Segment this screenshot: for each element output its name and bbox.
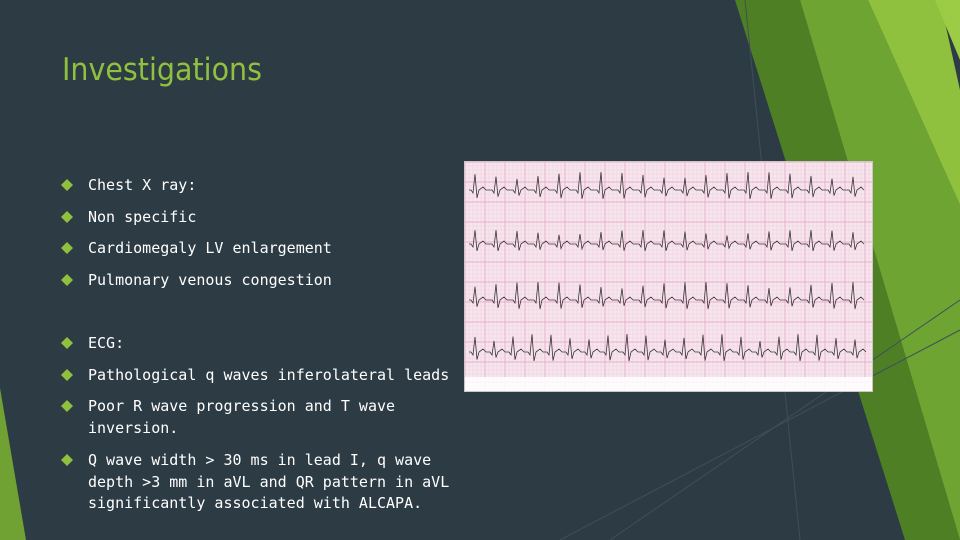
diamond-bullet-icon [61,337,73,349]
bullet-text: Chest X ray: [88,176,197,194]
bullet-text: Poor R wave progression and T wave inversion. [88,397,396,437]
bullet-text: ECG: [88,334,125,352]
diamond-bullet-icon [61,211,73,223]
bullet-item [62,333,462,355]
ecg-trace-graphic [465,162,872,391]
bullet-item [62,207,462,229]
bullet-item [62,396,462,439]
bullet-text: Q wave width > 30 ms in lead I, q wave depth >3 mm in aVL and QR pattern in aVL significantly associated with ALCAPA. [88,451,450,512]
bullet-item [62,175,462,197]
ecg-footer-strip [465,377,872,391]
slide-title: Investigations [62,52,262,88]
bullet-text: Cardiomegaly LV enlargement [88,239,332,257]
diamond-bullet-icon [61,369,73,381]
diamond-bullet-icon [61,179,73,191]
diamond-bullet-icon [61,242,73,254]
ecg-image [464,161,873,392]
diamond-bullet-icon [61,274,73,286]
bullet-item [62,270,462,292]
bullet-text: Pulmonary venous congestion [88,271,332,289]
bullet-text: Non specific [88,208,197,226]
diamond-bullet-icon [61,454,73,466]
bullet-item [62,450,462,515]
diamond-bullet-icon [61,400,73,412]
left-green-triangle [0,388,26,540]
bullet-item [62,238,462,260]
bullet-text: Pathological q waves inferolateral leads [88,366,450,384]
bullet-item [62,365,462,387]
